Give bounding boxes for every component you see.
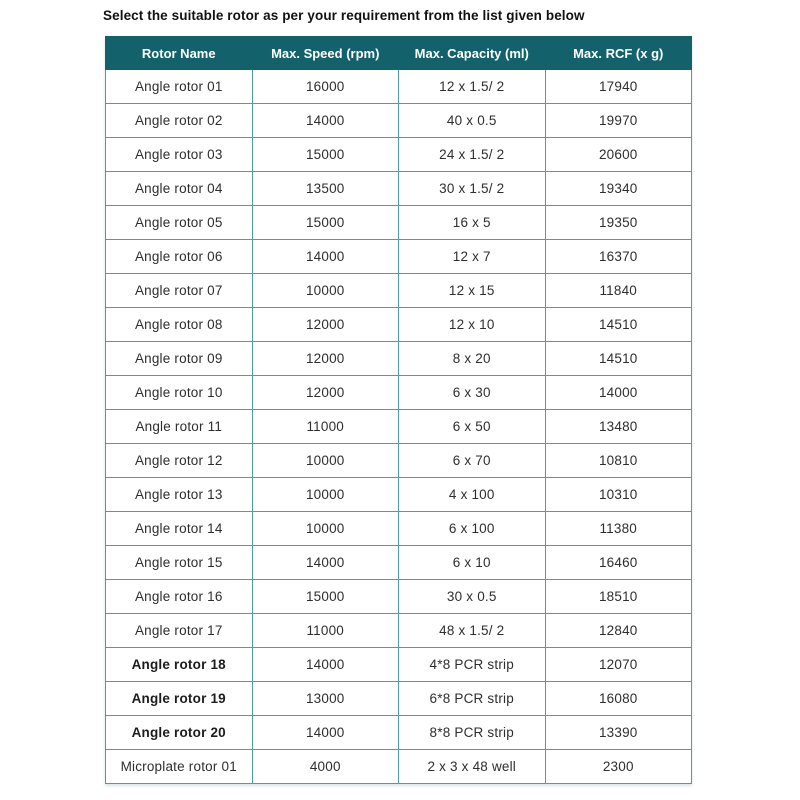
- cell-name: Angle rotor 10: [106, 376, 253, 410]
- table-row: [106, 750, 692, 784]
- cell-name: Angle rotor 15: [106, 546, 253, 580]
- cell-speed: 14000: [252, 240, 399, 274]
- cell-name: Angle rotor 04: [106, 172, 253, 206]
- cell-capacity: 12 x 15: [399, 274, 546, 308]
- cell-capacity: 6*8 PCR strip: [399, 682, 546, 716]
- cell-name: Microplate rotor 01: [106, 750, 253, 784]
- cell-rcf: 12070: [545, 648, 692, 682]
- cell-rcf: 14000: [545, 376, 692, 410]
- table-row: [106, 444, 692, 478]
- cell-name: Angle rotor 06: [106, 240, 253, 274]
- cell-rcf: 16370: [545, 240, 692, 274]
- cell-rcf: 19340: [545, 172, 692, 206]
- cell-capacity: 6 x 70: [399, 444, 546, 478]
- table-row: [106, 342, 692, 376]
- cell-name: Angle rotor 16: [106, 580, 253, 614]
- cell-speed: 15000: [252, 206, 399, 240]
- cell-speed: 15000: [252, 580, 399, 614]
- cell-rcf: 2300: [545, 750, 692, 784]
- cell-speed: 15000: [252, 138, 399, 172]
- cell-speed: 10000: [252, 478, 399, 512]
- cell-rcf: 16460: [545, 546, 692, 580]
- table-row: [106, 104, 692, 138]
- cell-name: Angle rotor 05: [106, 206, 253, 240]
- column-header: Max. Speed (rpm): [252, 37, 399, 70]
- cell-capacity: 30 x 0.5: [399, 580, 546, 614]
- cell-name: Angle rotor 01: [106, 70, 253, 104]
- table-row: [106, 376, 692, 410]
- cell-name: Angle rotor 09: [106, 342, 253, 376]
- column-header: Max. Capacity (ml): [399, 37, 546, 70]
- cell-speed: 12000: [252, 376, 399, 410]
- table-row: [106, 478, 692, 512]
- cell-rcf: 20600: [545, 138, 692, 172]
- cell-name: Angle rotor 12: [106, 444, 253, 478]
- cell-speed: 12000: [252, 308, 399, 342]
- cell-speed: 12000: [252, 342, 399, 376]
- table-row: [106, 70, 692, 104]
- cell-capacity: 24 x 1.5/ 2: [399, 138, 546, 172]
- cell-name: Angle rotor 19: [106, 682, 253, 716]
- cell-capacity: 6 x 100: [399, 512, 546, 546]
- cell-name: Angle rotor 07: [106, 274, 253, 308]
- cell-name: Angle rotor 17: [106, 614, 253, 648]
- cell-speed: 13500: [252, 172, 399, 206]
- table-row: [106, 206, 692, 240]
- cell-name: Angle rotor 03: [106, 138, 253, 172]
- table-row: [106, 614, 692, 648]
- table-row: [106, 138, 692, 172]
- cell-capacity: 8 x 20: [399, 342, 546, 376]
- table-row: [106, 410, 692, 444]
- cell-speed: 14000: [252, 648, 399, 682]
- table-row: [106, 580, 692, 614]
- cell-capacity: 12 x 7: [399, 240, 546, 274]
- cell-name: Angle rotor 02: [106, 104, 253, 138]
- table-row: [106, 682, 692, 716]
- cell-capacity: 48 x 1.5/ 2: [399, 614, 546, 648]
- cell-speed: 10000: [252, 274, 399, 308]
- cell-name: Angle rotor 20: [106, 716, 253, 750]
- cell-speed: 11000: [252, 410, 399, 444]
- page-title: Select the suitable rotor as per your requirement from the list given below: [103, 8, 585, 23]
- cell-rcf: 11840: [545, 274, 692, 308]
- table-row: [106, 648, 692, 682]
- cell-rcf: 16080: [545, 682, 692, 716]
- cell-capacity: 40 x 0.5: [399, 104, 546, 138]
- table-row: [106, 512, 692, 546]
- cell-rcf: 13480: [545, 410, 692, 444]
- table-row: [106, 308, 692, 342]
- table-row: [106, 240, 692, 274]
- cell-capacity: 30 x 1.5/ 2: [399, 172, 546, 206]
- table-row: [106, 716, 692, 750]
- cell-rcf: 14510: [545, 342, 692, 376]
- cell-name: Angle rotor 08: [106, 308, 253, 342]
- cell-capacity: 16 x 5: [399, 206, 546, 240]
- cell-rcf: 14510: [545, 308, 692, 342]
- cell-rcf: 19350: [545, 206, 692, 240]
- table-row: [106, 172, 692, 206]
- cell-speed: 11000: [252, 614, 399, 648]
- cell-capacity: 4 x 100: [399, 478, 546, 512]
- cell-speed: 14000: [252, 104, 399, 138]
- cell-name: Angle rotor 14: [106, 512, 253, 546]
- cell-capacity: 4*8 PCR strip: [399, 648, 546, 682]
- cell-capacity: 12 x 1.5/ 2: [399, 70, 546, 104]
- cell-speed: 10000: [252, 512, 399, 546]
- cell-rcf: 12840: [545, 614, 692, 648]
- cell-speed: 14000: [252, 546, 399, 580]
- cell-speed: 10000: [252, 444, 399, 478]
- cell-speed: 13000: [252, 682, 399, 716]
- cell-name: Angle rotor 11: [106, 410, 253, 444]
- cell-capacity: 12 x 10: [399, 308, 546, 342]
- cell-name: Angle rotor 13: [106, 478, 253, 512]
- cell-capacity: 6 x 30: [399, 376, 546, 410]
- column-header: Max. RCF (x g): [545, 37, 692, 70]
- column-header: Rotor Name: [106, 37, 253, 70]
- cell-rcf: 18510: [545, 580, 692, 614]
- cell-capacity: 8*8 PCR strip: [399, 716, 546, 750]
- cell-capacity: 2 x 3 x 48 well: [399, 750, 546, 784]
- table-row: [106, 546, 692, 580]
- cell-rcf: 10310: [545, 478, 692, 512]
- table-row: [106, 274, 692, 308]
- cell-rcf: 10810: [545, 444, 692, 478]
- cell-speed: 14000: [252, 716, 399, 750]
- cell-rcf: 13390: [545, 716, 692, 750]
- cell-speed: 4000: [252, 750, 399, 784]
- cell-name: Angle rotor 18: [106, 648, 253, 682]
- cell-capacity: 6 x 10: [399, 546, 546, 580]
- cell-rcf: 11380: [545, 512, 692, 546]
- cell-capacity: 6 x 50: [399, 410, 546, 444]
- rotor-spec-table: [105, 36, 692, 784]
- table-header-row: [106, 37, 692, 70]
- table-body: [106, 70, 692, 784]
- cell-rcf: 17940: [545, 70, 692, 104]
- cell-rcf: 19970: [545, 104, 692, 138]
- table-head: [106, 37, 692, 70]
- cell-speed: 16000: [252, 70, 399, 104]
